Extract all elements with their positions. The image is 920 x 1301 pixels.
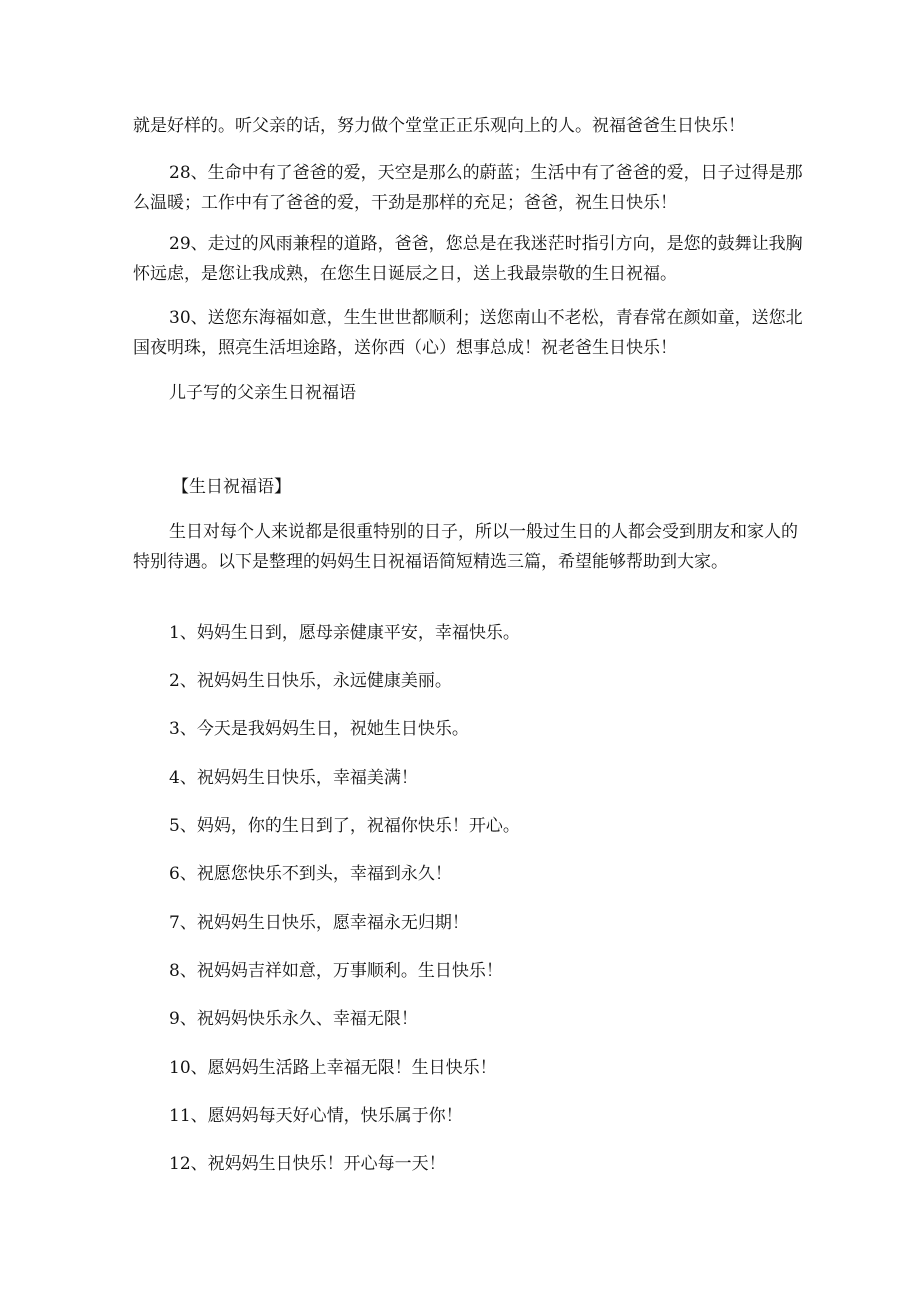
list-item: 7、祝妈妈生日快乐，愿幸福永无归期！ [169, 913, 469, 933]
list-item: 10、愿妈妈生活路上幸福无限！生日快乐！ [169, 1058, 497, 1078]
list-item: 1、妈妈生日到，愿母亲健康平安，幸福快乐。 [169, 623, 520, 643]
list-item: 9、祝妈妈快乐永久、幸福无限！ [169, 1009, 418, 1029]
paragraph-item-28: 28、生命中有了爸爸的爱，天空是那么的蔚蓝；生活中有了爸爸的爱，日子过得是那么温暖；工作中有了爸爸的爱，干劲是那样的充足；爸爸，祝生日快乐！ [133, 163, 803, 213]
list-item: 3、今天是我妈妈生日，祝她生日快乐。 [169, 719, 469, 739]
list-item: 12、祝妈妈生日快乐！开心每一天！ [169, 1154, 446, 1174]
list-item: 6、祝愿您快乐不到头，幸福到永久！ [169, 864, 452, 884]
heading-birthday-wishes: 【生日祝福语】 [172, 477, 291, 497]
paragraph-item-29: 29、走过的风雨兼程的道路，爸爸，您总是在我迷茫时指引方向，是您的鼓舞让我胸怀远虑，是您让我成熟，在您生日诞辰之日，送上我最崇敬的生日祝福。 [133, 234, 803, 284]
list-item: 4、祝妈妈生日快乐，幸福美满！ [169, 768, 418, 788]
list-item: 8、祝妈妈吉祥如意，万事顺利。生日快乐！ [169, 961, 503, 981]
list-item: 11、愿妈妈每天好心情，快乐属于你！ [169, 1106, 463, 1126]
list-item: 2、祝妈妈生日快乐，永远健康美丽。 [169, 671, 452, 691]
intro-paragraph: 生日对每个人来说都是很重特别的日子，所以一般过生日的人都会受到朋友和家人的特别待遇。以下是整理的妈妈生日祝福语简短精选三篇，希望能够帮助到大家。 [133, 522, 798, 572]
paragraph-item-30: 30、送您东海福如意，生生世世都顺利；送您南山不老松，青春常在颜如童，送您北国夜明珠，照亮生活坦途路，送你西（心）想事总成！祝老爸生日快乐！ [133, 308, 803, 358]
section-title: 儿子写的父亲生日祝福语 [169, 383, 356, 403]
list-item: 5、妈妈，你的生日到了，祝福你快乐！开心。 [169, 816, 520, 836]
paragraph-continuation: 就是好样的。听父亲的话，努力做个堂堂正正乐观向上的人。祝福爸爸生日快乐！ [133, 116, 745, 136]
